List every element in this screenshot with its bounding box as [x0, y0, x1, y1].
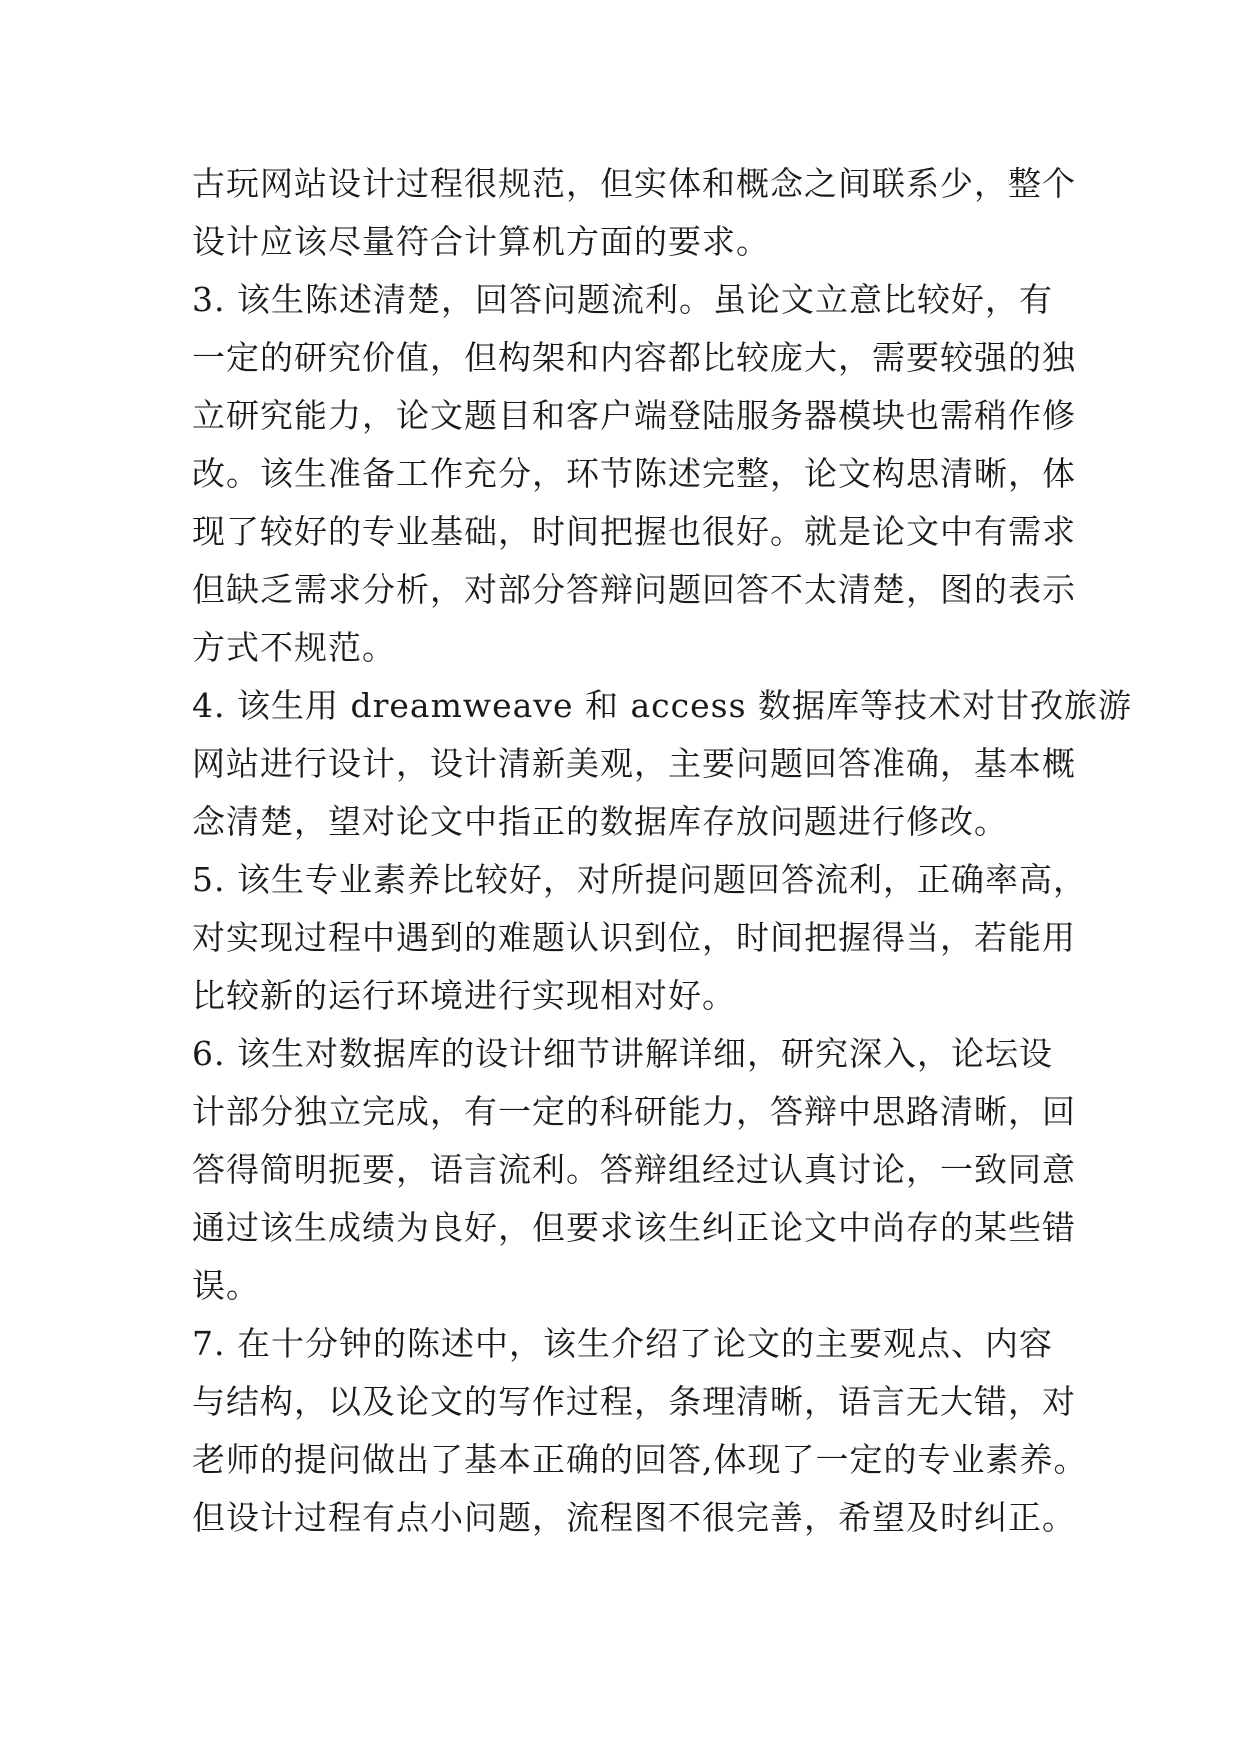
text-line: 改。该生准备工作充分，环节陈述完整，论文构思清晰，体: [192, 454, 1076, 493]
text-line: 设计应该尽量符合计算机方面的要求。: [192, 222, 770, 261]
text-line: 立研究能力，论文题目和客户端登陆服务器模块也需稍作修: [192, 396, 1076, 435]
text-line: 一定的研究价值，但构架和内容都比较庞大，需要较强的独: [192, 338, 1076, 377]
text-line: 比较新的运行环境进行实现相对好。: [192, 976, 736, 1015]
text-line: 但设计过程有点小问题，流程图不很完善，希望及时纠正。: [192, 1498, 1076, 1537]
text-line: 与结构，以及论文的写作过程，条理清晰，语言无大错，对: [192, 1382, 1076, 1421]
text-line: 计部分独立完成，有一定的科研能力，答辩中思路清晰，回: [192, 1092, 1076, 1131]
text-line: 答得简明扼要，语言流利。答辩组经过认真讨论，一致同意: [192, 1150, 1076, 1189]
text-line: 老师的提问做出了基本正确的回答,体现了一定的专业素养。: [192, 1440, 1088, 1479]
text-line: 方式不规范。: [192, 628, 396, 667]
text-line: 对实现过程中遇到的难题认识到位，时间把握得当，若能用: [192, 918, 1076, 957]
text-line: 7. 在十分钟的陈述中，该生介绍了论文的主要观点、内容: [192, 1324, 1053, 1363]
text-line: 5. 该生专业素养比较好，对所提问题回答流利，正确率高，: [192, 860, 1087, 899]
document-body: [192, 155, 1132, 1547]
text-line: 古玩网站设计过程很规范，但实体和概念之间联系少，整个: [192, 164, 1076, 203]
text-line: 通过该生成绩为良好，但要求该生纠正论文中尚存的某些错: [192, 1208, 1076, 1247]
text-line: 现了较好的专业基础，时间把握也很好。就是论文中有需求: [192, 512, 1076, 551]
text-line: 但缺乏需求分析，对部分答辩问题回答不太清楚，图的表示: [192, 570, 1076, 609]
text-line: 网站进行设计，设计清新美观，主要问题回答准确，基本概: [192, 744, 1076, 783]
text-line: 6. 该生对数据库的设计细节讲解详细，研究深入，论坛设: [192, 1034, 1053, 1073]
text-line: 念清楚，望对论文中指正的数据库存放问题进行修改。: [192, 802, 1008, 841]
text-line: 误。: [192, 1266, 260, 1305]
text-line: 3. 该生陈述清楚，回答问题流利。虽论文立意比较好，有: [192, 280, 1053, 319]
text-line: 4. 该生用 dreamweave 和 access 数据库等技术对甘孜旅游: [192, 686, 1132, 725]
